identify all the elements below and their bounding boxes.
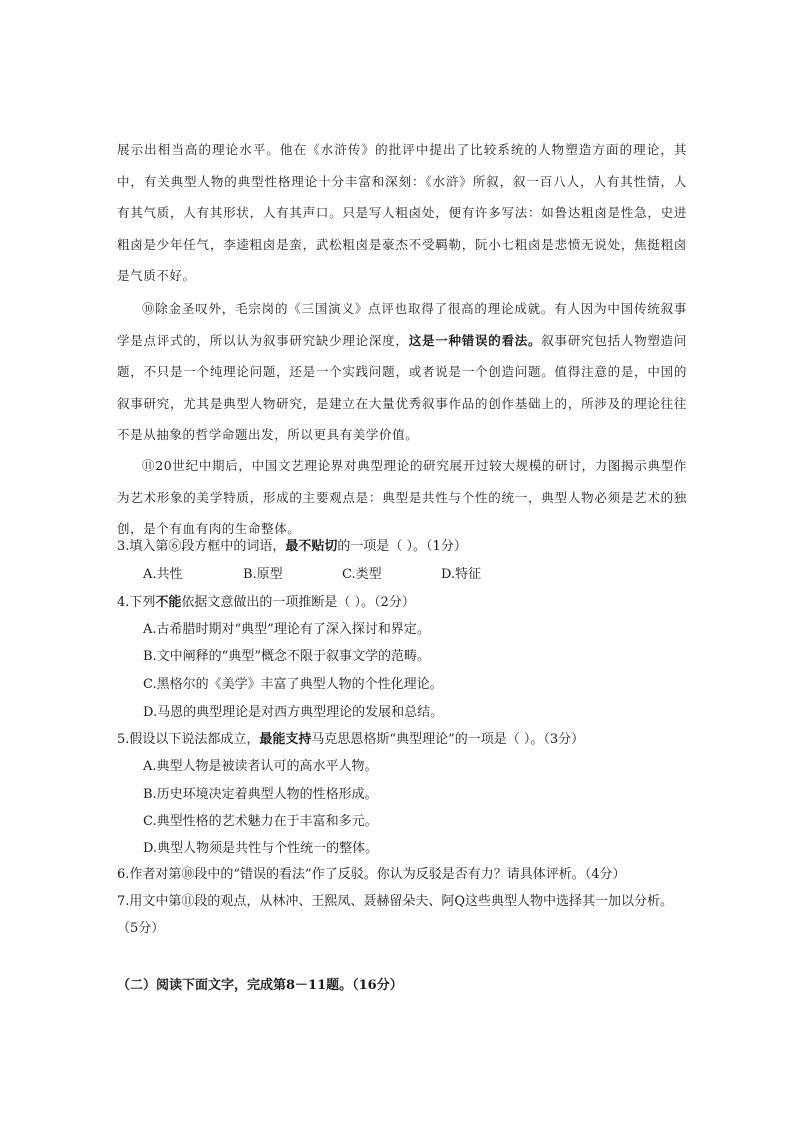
passage-paragraph-continued: 展示出相当高的理论水平。他在《水浒传》的批评中提出了比较系统的人物塑造方面的理论，其中，有关典型人物的典型性格理论十分丰富和深刻：《水浒》所叙，叙一百八人，人有其性情，人有其气质，人有其形状，人有其声口。只是写人粗卤处，便有许多写法：如鲁达粗卤是性急，史进粗卤是少年任气，李逵粗卤是蛮，武松粗卤是豪杰不受羁勒，阮小七粗卤是悲愤无说处，焦挺粗卤是气质不好。 xyxy=(117,142,687,283)
passage-paragraph-11: ⑪20世纪中期后，中国文艺理论界对典型理论的研究展开过较大规模的研讨，力图揭示典型作为艺术形象的美学特质，形成的主要观点是：典型是共性与个性的统一，典型人物必须是艺术的独创，是个有血有肉的生命整体。 xyxy=(117,458,687,536)
q3-option-c: C.类型 xyxy=(342,567,382,582)
paragraph-10-text-b: 叙事研究包括人物塑造问题，不只是一个纯理论问题，还是一个实践问题，或者说是一个创造问题。值得注意的是，中国的叙事研究，尤其是典型人物研究，是建立在大量优秀叙事作品的创作基础上的，所涉及的理论往往不是从抽象的哲学命题出发，所以更具有美学价值。 xyxy=(117,332,687,442)
q5-stem-bold: 最能支持 xyxy=(259,732,312,747)
q5-option-d: D.典型人物须是共性与个性统一的整体。 xyxy=(143,841,379,856)
q4-option-b: B.文中阐释的“典型”概念不限于叙事文学的范畴。 xyxy=(143,649,430,664)
q4-option-d: D.马恩的典型理论是对西方典型理论的发展和总结。 xyxy=(143,705,444,720)
q3-option-d: D.特征 xyxy=(441,567,482,582)
question-3-stem xyxy=(117,538,467,556)
q5-stem-pre: 5.假设以下说法都成立， xyxy=(117,732,260,747)
question-4-stem xyxy=(117,594,415,612)
passage-paragraph-10 xyxy=(117,293,687,451)
q3-option-b: B.原型 xyxy=(243,567,283,582)
q5-option-c: C.典型性格的艺术魅力在于丰富和多元。 xyxy=(143,814,378,829)
question-7: 7.用文中第⑪段的观点，从林冲、王熙凤、聂赫留朵夫、阿Q这些典型人物中选择其一加以分析。（5分） xyxy=(117,894,674,936)
paragraph-10-text-a: ⑩除金圣叹外，毛宗岗的《三国演义》点评也取得了很高的理论成就。有人因为中国传统叙事学是点评式的，所以认为叙事研究缺少理论深度， xyxy=(117,301,687,348)
q5-option-a: A.典型人物是被读者认可的高水平人物。 xyxy=(143,759,378,774)
q4-stem-bold: 不能 xyxy=(155,595,182,610)
q4-option-c: C.黑格尔的《美学》丰富了典型人物的个性化理论。 xyxy=(143,677,443,692)
q4-stem-post: 依据文意做出的一项推断是（ ）。（2分） xyxy=(181,595,415,610)
q4-stem-pre: 4.下列 xyxy=(117,595,156,610)
q4-option-a: A.古希腊时期对“典型”理论有了深入探讨和界定。 xyxy=(143,622,430,637)
section-2-heading: （二）阅读下面文字，完成第8－11题。（16分） xyxy=(117,978,403,993)
q3-option-a: A.共性 xyxy=(143,567,183,582)
erroneous-view-phrase: 这是一种错误的看法。 xyxy=(408,332,542,348)
question-6: 6.作者对第⑩段中的“错误的看法”作了反驳。你认为反驳是否有力？请具体评析。（4分） xyxy=(117,867,626,882)
q3-stem-pre: 3.填入第⑥段方框中的词语， xyxy=(117,539,286,554)
q5-stem-post: 马克思恩格斯“典型理论”的一项是（ ）。（3分） xyxy=(311,732,585,747)
q3-stem-bold: 最不贴切 xyxy=(285,539,338,554)
q3-stem-post: 的一项是（ ）。（1分） xyxy=(337,539,467,554)
question-5-stem xyxy=(117,731,584,749)
q5-option-b: B.历史环境决定着典型人物的性格形成。 xyxy=(143,787,378,802)
